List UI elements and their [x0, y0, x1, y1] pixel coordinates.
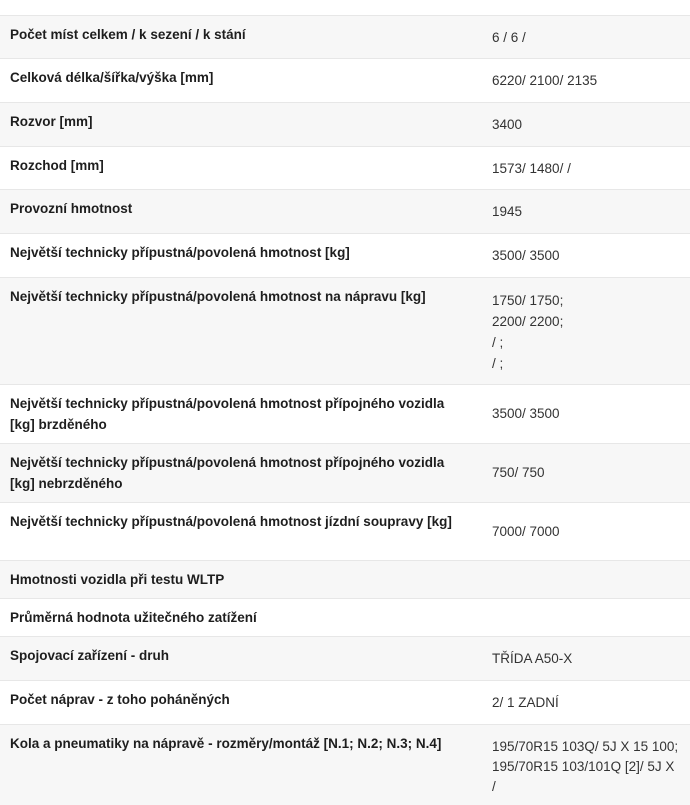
row-label: Rozvor [mm]: [10, 114, 93, 129]
table-top-edge: [0, 0, 690, 16]
row-label: Provozní hmotnost: [10, 201, 133, 216]
table-row: [0, 59, 690, 103]
row-value: 6220/ 2100/ 2135: [492, 73, 598, 88]
row-value: 1945: [492, 204, 523, 219]
row-label: Počet míst celkem / k sezení / k stání: [10, 27, 246, 42]
table-row: [0, 190, 690, 234]
table-row: [0, 103, 690, 147]
row-value: TŘÍDA A50-X: [492, 651, 573, 666]
table-row: [0, 278, 690, 385]
row-label: Kola a pneumatiky na nápravě - rozměry/montáž [N.1; N.2; N.3; N.4]: [10, 736, 442, 751]
table-row: [0, 444, 690, 503]
row-value: 6 / 6 /: [492, 30, 526, 45]
row-label: Hmotnosti vozidla při testu WLTP: [10, 572, 225, 587]
table-row: [0, 561, 690, 599]
row-label: Největší technicky přípustná/povolená hmotnost jízdní soupravy [kg]: [10, 514, 452, 529]
row-label: Největší technicky přípustná/povolená hmotnost přípojného vozidla [kg] brzděného: [10, 396, 445, 432]
table-row: [0, 599, 690, 637]
row-value: 1750/ 1750; 2200/ 2200; / ; / ;: [492, 293, 564, 371]
row-value: [480, 561, 690, 598]
table-row: [0, 147, 690, 190]
row-value: 3500/ 3500: [492, 248, 560, 263]
table-row: [0, 725, 690, 805]
table-row: [0, 234, 690, 278]
row-value: 750/ 750: [492, 465, 545, 480]
row-value: 7000/ 7000: [492, 524, 560, 539]
table-row: [0, 16, 690, 59]
row-value: 1573/ 1480/ /: [492, 161, 571, 176]
table-row: [0, 681, 690, 725]
table-row: [0, 385, 690, 444]
table-row: [0, 503, 690, 561]
row-value: 3500/ 3500: [492, 406, 560, 421]
row-label: Největší technicky přípustná/povolená hmotnost přípojného vozidla [kg] nebrzděného: [10, 455, 445, 491]
row-label: Rozchod [mm]: [10, 158, 104, 173]
table-row: [0, 637, 690, 681]
row-value: 195/70R15 103Q/ 5J X 15 100; 195/70R15 103/101Q [2]/ 5J X /: [492, 739, 679, 794]
row-value: [480, 599, 690, 636]
row-label: Celková délka/šířka/výška [mm]: [10, 70, 214, 85]
row-value: 3400: [492, 117, 523, 132]
row-value: 2/ 1 ZADNÍ: [492, 695, 559, 710]
row-label: Spojovací zařízení - druh: [10, 648, 170, 663]
row-label: Průměrná hodnota užitečného zatížení: [10, 610, 257, 625]
row-label: Největší technicky přípustná/povolená hmotnost [kg]: [10, 245, 350, 260]
row-label: Počet náprav - z toho poháněných: [10, 692, 230, 707]
row-label: Největší technicky přípustná/povolená hmotnost na nápravu [kg]: [10, 289, 426, 304]
